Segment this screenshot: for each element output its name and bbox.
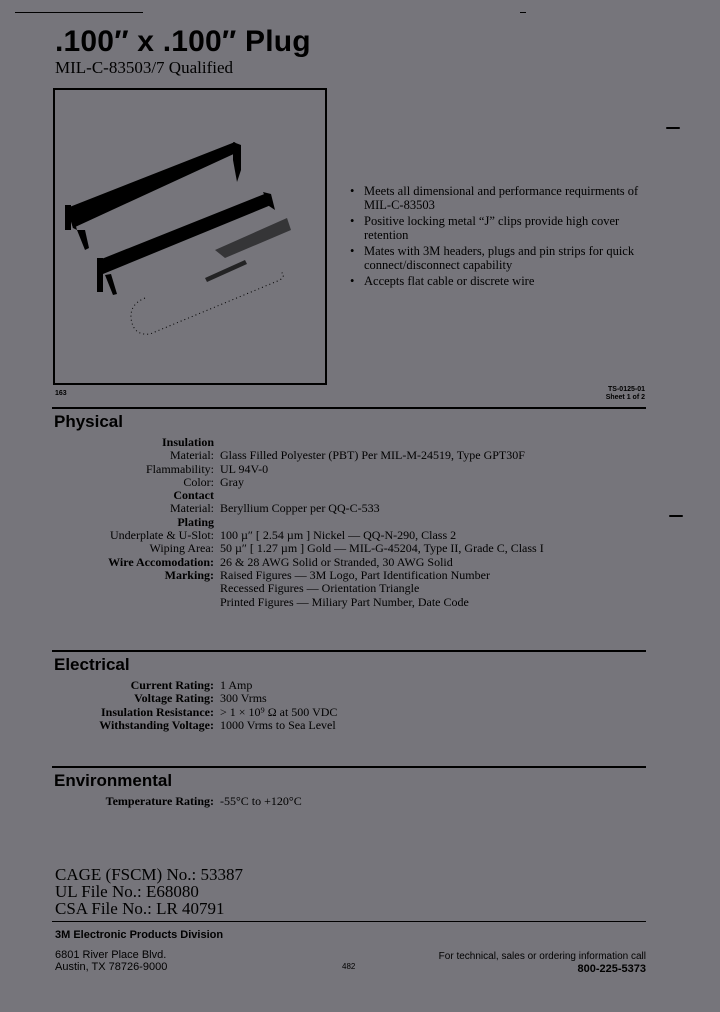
spec-row: Color: Gray xyxy=(183,474,244,489)
spec-row: Withstanding Voltage: 1000 Vrms to Sea Level xyxy=(99,717,336,732)
csa-file-number: CSA File No.: LR 40791 xyxy=(55,899,225,918)
spec-row: Printed Figures — Miliary Part Number, Date Code xyxy=(220,594,469,609)
page-number: 482 xyxy=(342,962,356,971)
spec-row: Voltage Rating: 300 Vrms xyxy=(134,691,267,706)
spec-row: Recessed Figures — Orientation Triangle xyxy=(220,581,420,596)
electrical-specs xyxy=(0,679,337,732)
spec-row: Insulation xyxy=(161,435,214,449)
connector-plug-illustration xyxy=(55,90,325,383)
section-divider xyxy=(52,650,646,652)
spec-row: Insulation Resistance: > 1 × 10⁹ Ω at 500 VDC xyxy=(100,704,338,719)
spec-row: Current Rating: 1 Amp xyxy=(130,678,253,692)
section-divider xyxy=(52,407,646,409)
feature-item: • Mates with 3M headers, plugs and pin strips for quick connect/disconnect capability xyxy=(350,244,635,272)
section-title-electrical: Electrical xyxy=(54,655,130,674)
top-rule xyxy=(15,12,143,13)
figure-number: 163 xyxy=(55,390,67,397)
spec-row: Marking: Raised Figures — 3M Logo, Part Identification Number xyxy=(164,567,490,582)
bullet-icon: • xyxy=(350,244,355,258)
spec-row: Underplate & U-Slot: 100 µ″ [ 2.54 µm ] Nickel — QQ-N-290, Class 2 xyxy=(110,528,457,543)
ul-file-number: UL File No.: E68080 xyxy=(55,882,199,901)
drawing-number: TS-0125-01 xyxy=(608,386,645,393)
bullet-icon: • xyxy=(350,274,355,288)
spec-row: Plating xyxy=(177,514,214,529)
scan-mark xyxy=(520,12,526,13)
feature-item: • Meets all dimensional and performance requirments of MIL-C-83503 xyxy=(350,184,639,212)
cage-code: CAGE (FSCM) No.: 53387 xyxy=(55,865,243,884)
contact-text: For technical, sales or ordering information call xyxy=(438,951,646,962)
footer-divider xyxy=(52,921,646,922)
bullet-icon: • xyxy=(350,184,355,198)
certification-codes xyxy=(55,866,243,917)
page-title: .100″ x .100″ Plug xyxy=(55,25,311,58)
contact-info xyxy=(439,951,646,975)
product-image-frame xyxy=(53,88,327,385)
feature-item: • Positive locking metal “J” clips provide high cover retention xyxy=(350,214,620,242)
spec-row: Flammability: UL 94V-0 xyxy=(146,461,269,476)
section-divider xyxy=(52,766,646,768)
spec-row: Wiping Area: 50 µ″ [ 1.27 µm ] Gold — MIL-G-45204, Type II, Grade C, Class I xyxy=(149,541,544,556)
address xyxy=(55,949,167,973)
spec-row: Temperature Rating: -55°C to +120°C xyxy=(105,794,302,808)
spec-row: Contact xyxy=(173,488,214,503)
page-subtitle: MIL-C-83503/7 Qualified xyxy=(55,58,233,77)
feature-item: • Accepts flat cable or discrete wire xyxy=(350,274,535,288)
address-line-2: Austin, TX 78726-9000 xyxy=(55,961,168,973)
physical-specs xyxy=(0,436,544,609)
figure-ref xyxy=(0,386,645,402)
phone-number: 800-225-5373 xyxy=(577,963,646,975)
spec-row: Material: Beryllium Copper per QQ-C-533 xyxy=(170,501,380,516)
bullet-icon: • xyxy=(350,214,355,228)
environmental-specs xyxy=(0,795,302,808)
section-title-physical: Physical xyxy=(54,412,123,431)
division-name: 3M Electronic Products Division xyxy=(55,929,224,941)
section-title-environmental: Environmental xyxy=(54,771,173,790)
scan-mark xyxy=(669,515,683,517)
spec-row: Wire Accomodation: 26 & 28 AWG Solid or Stranded, 30 AWG Solid xyxy=(108,554,453,569)
spec-row: Material: Glass Filled Polyester (PBT) Per MIL-M-24519, Type GPT30F xyxy=(170,448,525,463)
features-list xyxy=(348,184,658,290)
address-line-1: 6801 River Place Blvd. xyxy=(55,949,167,961)
scan-mark xyxy=(666,127,680,129)
sheet-number: Sheet 1 of 2 xyxy=(605,394,645,401)
